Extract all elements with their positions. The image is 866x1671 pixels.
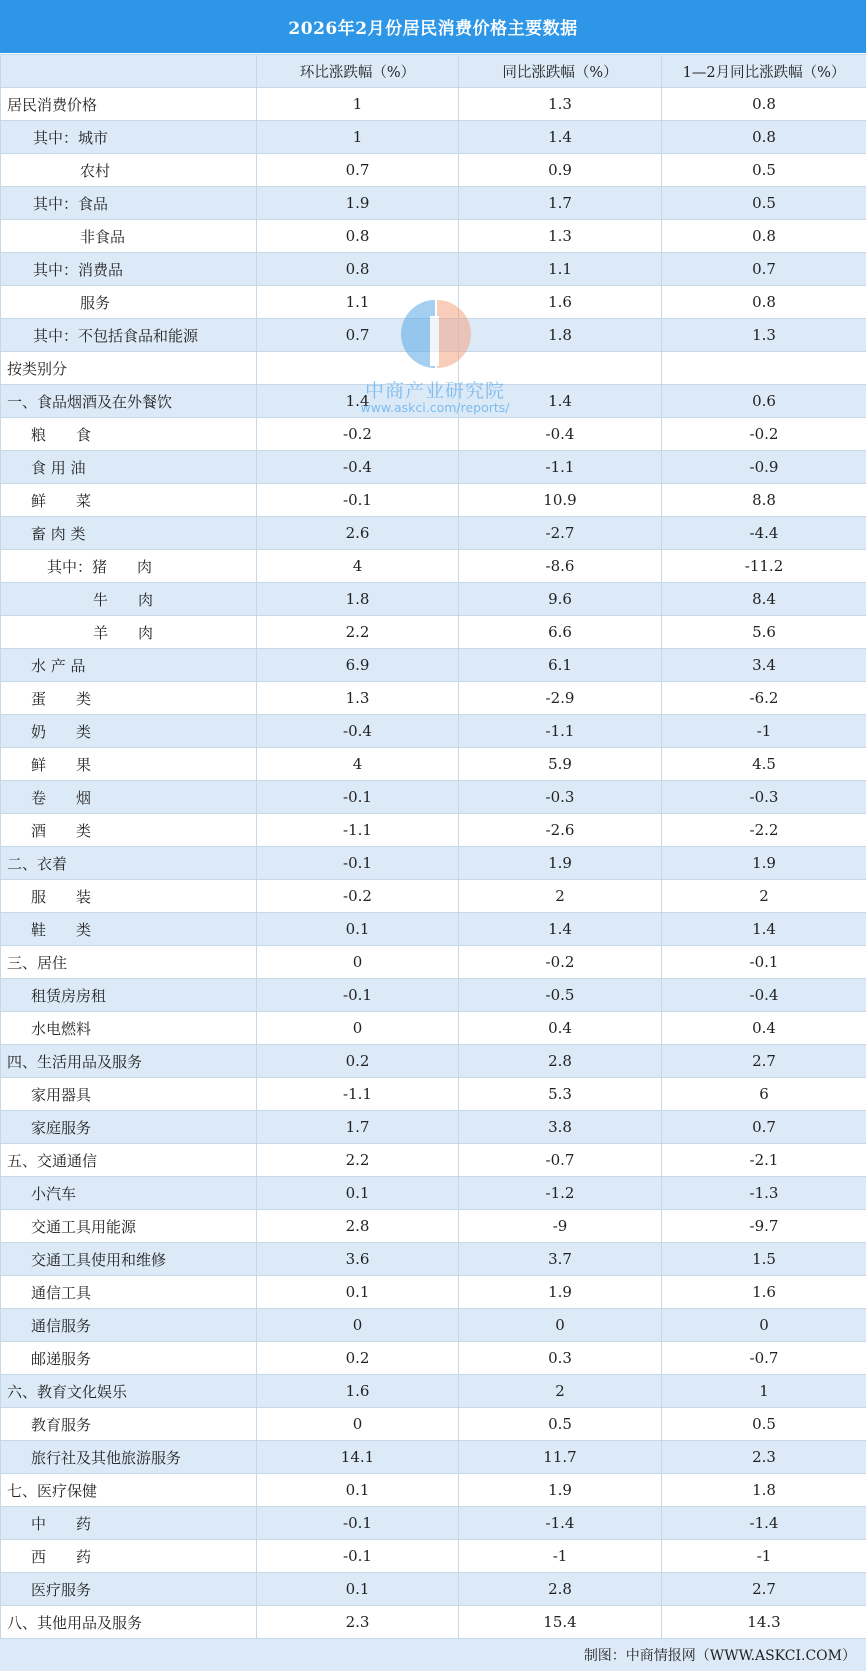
row-label: 其中：消费品 — [1, 253, 257, 286]
table-row — [1, 1243, 866, 1276]
table-row — [1, 715, 866, 748]
yoy-value: 0.3 — [459, 1342, 662, 1375]
mom-value: 0 — [257, 1408, 459, 1441]
mom-value: -0.4 — [257, 451, 459, 484]
row-label: 其中：不包括食品和能源 — [1, 319, 257, 352]
mom-value: -0.4 — [257, 715, 459, 748]
mom-value: 0.8 — [257, 220, 459, 253]
yoy-value: 1.8 — [459, 319, 662, 352]
yoy-value: -0.5 — [459, 979, 662, 1012]
mom-value: 3.6 — [257, 1243, 459, 1276]
table-row — [1, 385, 866, 418]
yoy-value: -0.4 — [459, 418, 662, 451]
row-label: 家庭服务 — [1, 1111, 257, 1144]
row-label: 粮 食 — [1, 418, 257, 451]
ytd-value — [662, 352, 866, 385]
row-label: 食 用 油 — [1, 451, 257, 484]
mom-value: 0.2 — [257, 1045, 459, 1078]
table-row — [1, 418, 866, 451]
ytd-value: 0.5 — [662, 1408, 866, 1441]
yoy-value: 1.7 — [459, 187, 662, 220]
row-label: 教育服务 — [1, 1408, 257, 1441]
table-row — [1, 1012, 866, 1045]
table-row — [1, 187, 866, 220]
table-row — [1, 946, 866, 979]
ytd-value: 0.5 — [662, 154, 866, 187]
ytd-value: 0.8 — [662, 220, 866, 253]
ytd-value: 0.7 — [662, 253, 866, 286]
header-cell-label — [1, 55, 257, 88]
ytd-value: 4.5 — [662, 748, 866, 781]
watermark-url: www.askci.com/reports/ — [360, 400, 510, 415]
mom-value: 0.1 — [257, 1573, 459, 1606]
row-label: 旅行社及其他旅游服务 — [1, 1441, 257, 1474]
ytd-value: 2.3 — [662, 1441, 866, 1474]
row-label: 交通工具用能源 — [1, 1210, 257, 1243]
yoy-value: -0.2 — [459, 946, 662, 979]
table-row — [1, 1606, 866, 1639]
ytd-value: 2 — [662, 880, 866, 913]
row-label: 小汽车 — [1, 1177, 257, 1210]
yoy-value — [459, 352, 662, 385]
ytd-value: 0.8 — [662, 286, 866, 319]
ytd-value: 1 — [662, 1375, 866, 1408]
ytd-value: 8.4 — [662, 583, 866, 616]
header-cell-mom: 环比涨跌幅（%） — [257, 55, 459, 88]
table-row — [1, 913, 866, 946]
row-label: 通信工具 — [1, 1276, 257, 1309]
yoy-value: 9.6 — [459, 583, 662, 616]
ytd-value: 1.4 — [662, 913, 866, 946]
yoy-value: -2.9 — [459, 682, 662, 715]
row-label: 七、医疗保健 — [1, 1474, 257, 1507]
ytd-value: -11.2 — [662, 550, 866, 583]
yoy-value: 6.6 — [459, 616, 662, 649]
table-row — [1, 1375, 866, 1408]
mom-value: 1.8 — [257, 583, 459, 616]
row-label: 农村 — [1, 154, 257, 187]
ytd-value: 5.6 — [662, 616, 866, 649]
row-label: 家用器具 — [1, 1078, 257, 1111]
table-row — [1, 1309, 866, 1342]
mom-value: 1 — [257, 88, 459, 121]
row-label: 邮递服务 — [1, 1342, 257, 1375]
ytd-value: -2.2 — [662, 814, 866, 847]
ytd-value: 1.9 — [662, 847, 866, 880]
section-row — [1, 352, 866, 385]
mom-value: 1.7 — [257, 1111, 459, 1144]
table-row — [1, 1540, 866, 1573]
row-label: 一、食品烟酒及在外餐饮 — [1, 385, 257, 418]
mom-value: -0.1 — [257, 1540, 459, 1573]
row-label: 交通工具使用和维修 — [1, 1243, 257, 1276]
yoy-value: 15.4 — [459, 1606, 662, 1639]
row-label: 奶 类 — [1, 715, 257, 748]
row-label: 六、教育文化娱乐 — [1, 1375, 257, 1408]
yoy-value: 1.9 — [459, 1474, 662, 1507]
yoy-value: 0.4 — [459, 1012, 662, 1045]
table-row — [1, 451, 866, 484]
yoy-value: 1.1 — [459, 253, 662, 286]
row-label: 鲜 果 — [1, 748, 257, 781]
table-row — [1, 1276, 866, 1309]
ytd-value: 2.7 — [662, 1045, 866, 1078]
table-row — [1, 649, 866, 682]
ytd-value: -4.4 — [662, 517, 866, 550]
ytd-value: 1.8 — [662, 1474, 866, 1507]
ytd-value: -0.2 — [662, 418, 866, 451]
table-row — [1, 1111, 866, 1144]
mom-value: -0.1 — [257, 1507, 459, 1540]
yoy-value: 1.6 — [459, 286, 662, 319]
header-cell-ytd: 1—2月同比涨跌幅（%） — [662, 55, 866, 88]
mom-value: 1.6 — [257, 1375, 459, 1408]
row-label: 羊 肉 — [1, 616, 257, 649]
ytd-value: -1.4 — [662, 1507, 866, 1540]
mom-value: 4 — [257, 748, 459, 781]
mom-value: 0.8 — [257, 253, 459, 286]
yoy-value: 0.9 — [459, 154, 662, 187]
yoy-value: -1.4 — [459, 1507, 662, 1540]
yoy-value: -1 — [459, 1540, 662, 1573]
yoy-value: -1.1 — [459, 715, 662, 748]
yoy-value: 2 — [459, 1375, 662, 1408]
row-label: 鞋 类 — [1, 913, 257, 946]
ytd-value: -1.3 — [662, 1177, 866, 1210]
mom-value: 1.3 — [257, 682, 459, 715]
yoy-value: 5.3 — [459, 1078, 662, 1111]
table-row — [1, 847, 866, 880]
footer — [0, 1638, 866, 1671]
row-label: 西 药 — [1, 1540, 257, 1573]
yoy-value: -0.3 — [459, 781, 662, 814]
table-row — [1, 517, 866, 550]
row-label: 水电燃料 — [1, 1012, 257, 1045]
row-label: 三、居住 — [1, 946, 257, 979]
yoy-value: -1.2 — [459, 1177, 662, 1210]
table-row — [1, 682, 866, 715]
mom-value: 2.2 — [257, 1144, 459, 1177]
mom-value: 0.2 — [257, 1342, 459, 1375]
mom-value: -0.1 — [257, 484, 459, 517]
yoy-value: 5.9 — [459, 748, 662, 781]
ytd-value: -6.2 — [662, 682, 866, 715]
yoy-value: 3.7 — [459, 1243, 662, 1276]
table-row — [1, 1441, 866, 1474]
ytd-value: 1.5 — [662, 1243, 866, 1276]
row-label: 五、交通通信 — [1, 1144, 257, 1177]
yoy-value: 2.8 — [459, 1045, 662, 1078]
row-label: 其中：城市 — [1, 121, 257, 154]
yoy-value: 1.9 — [459, 847, 662, 880]
mom-value: 0 — [257, 946, 459, 979]
row-label: 畜 肉 类 — [1, 517, 257, 550]
mom-value: -0.1 — [257, 979, 459, 1012]
row-label: 非食品 — [1, 220, 257, 253]
mom-value: 0.1 — [257, 913, 459, 946]
mom-value: -1.1 — [257, 1078, 459, 1111]
table-row — [1, 814, 866, 847]
ytd-value: -0.4 — [662, 979, 866, 1012]
table-row — [1, 616, 866, 649]
table-row — [1, 1177, 866, 1210]
yoy-value: 1.4 — [459, 121, 662, 154]
yoy-value: -9 — [459, 1210, 662, 1243]
mom-value: -0.1 — [257, 847, 459, 880]
ytd-value: -2.1 — [662, 1144, 866, 1177]
ytd-value: -0.3 — [662, 781, 866, 814]
yoy-value: 1.3 — [459, 220, 662, 253]
table-row — [1, 748, 866, 781]
mom-value: -0.2 — [257, 418, 459, 451]
ytd-value: 1.6 — [662, 1276, 866, 1309]
ytd-value: 0.4 — [662, 1012, 866, 1045]
ytd-value: 14.3 — [662, 1606, 866, 1639]
yoy-value: 2 — [459, 880, 662, 913]
cpi-table — [0, 54, 866, 1639]
yoy-value: 6.1 — [459, 649, 662, 682]
mom-value: 1.9 — [257, 187, 459, 220]
header-cell-yoy: 同比涨跌幅（%） — [459, 55, 662, 88]
yoy-value: 10.9 — [459, 484, 662, 517]
mom-value: 4 — [257, 550, 459, 583]
ytd-value: 6 — [662, 1078, 866, 1111]
mom-value: 1 — [257, 121, 459, 154]
mom-value — [257, 352, 459, 385]
row-label: 卷 烟 — [1, 781, 257, 814]
watermark-name: 中商产业研究院 — [364, 380, 505, 402]
table-row — [1, 286, 866, 319]
ytd-value: 0.8 — [662, 88, 866, 121]
row-label: 医疗服务 — [1, 1573, 257, 1606]
table-row — [1, 220, 866, 253]
table-row — [1, 583, 866, 616]
ytd-value: -0.9 — [662, 451, 866, 484]
mom-value: 0.1 — [257, 1177, 459, 1210]
mom-value: 0 — [257, 1012, 459, 1045]
ytd-value: -0.1 — [662, 946, 866, 979]
ytd-value: 8.8 — [662, 484, 866, 517]
mom-value: 0.7 — [257, 154, 459, 187]
ytd-value: 0 — [662, 1309, 866, 1342]
yoy-value: 1.4 — [459, 913, 662, 946]
row-label: 蛋 类 — [1, 682, 257, 715]
table-row — [1, 979, 866, 1012]
yoy-value: -1.1 — [459, 451, 662, 484]
yoy-value: 1.9 — [459, 1276, 662, 1309]
yoy-value: 3.8 — [459, 1111, 662, 1144]
mom-value: 2.3 — [257, 1606, 459, 1639]
row-label: 其中：猪 肉 — [1, 550, 257, 583]
row-label: 酒 类 — [1, 814, 257, 847]
row-label: 牛 肉 — [1, 583, 257, 616]
table-row — [1, 121, 866, 154]
table-row — [1, 1474, 866, 1507]
table-row — [1, 1144, 866, 1177]
row-label: 服 装 — [1, 880, 257, 913]
table-row — [1, 1078, 866, 1111]
table-row — [1, 1573, 866, 1606]
yoy-value: 0.5 — [459, 1408, 662, 1441]
mom-value: 2.8 — [257, 1210, 459, 1243]
table-row — [1, 1045, 866, 1078]
mom-value: 0.1 — [257, 1276, 459, 1309]
ytd-value: 0.6 — [662, 385, 866, 418]
table-row — [1, 319, 866, 352]
table-row — [1, 781, 866, 814]
mom-value: 0 — [257, 1309, 459, 1342]
yoy-value: -2.6 — [459, 814, 662, 847]
mom-value: 0.1 — [257, 1474, 459, 1507]
ytd-value: 0.8 — [662, 121, 866, 154]
mom-value: 2.6 — [257, 517, 459, 550]
ytd-value: 3.4 — [662, 649, 866, 682]
table-row — [1, 1210, 866, 1243]
ytd-value: 0.7 — [662, 1111, 866, 1144]
row-label: 水 产 品 — [1, 649, 257, 682]
yoy-value: -0.7 — [459, 1144, 662, 1177]
table-row — [1, 88, 866, 121]
table-title: 2026年2月份居民消费价格主要数据 — [0, 0, 866, 53]
table-row — [1, 484, 866, 517]
ytd-value: 0.5 — [662, 187, 866, 220]
row-label: 中 药 — [1, 1507, 257, 1540]
row-label: 八、其他用品及服务 — [1, 1606, 257, 1639]
footer-credit: 制图：中商情报网（WWW.ASKCI.COM） — [583, 1648, 856, 1664]
ytd-value: -0.7 — [662, 1342, 866, 1375]
mom-value: -1.1 — [257, 814, 459, 847]
yoy-value: -8.6 — [459, 550, 662, 583]
ytd-value: 2.7 — [662, 1573, 866, 1606]
mom-value: 0.7 — [257, 319, 459, 352]
table-body — [1, 55, 866, 1639]
row-label: 居民消费价格 — [1, 88, 257, 121]
mom-value: 14.1 — [257, 1441, 459, 1474]
row-label: 鲜 菜 — [1, 484, 257, 517]
table-row — [1, 550, 866, 583]
ytd-value: -1 — [662, 715, 866, 748]
table-row — [1, 253, 866, 286]
table-row — [1, 1342, 866, 1375]
mom-value: 1.4 — [257, 385, 459, 418]
table-row — [1, 1507, 866, 1540]
ytd-value: 1.3 — [662, 319, 866, 352]
row-label: 其中：食品 — [1, 187, 257, 220]
table-row — [1, 1408, 866, 1441]
ytd-value: -1 — [662, 1540, 866, 1573]
row-label: 四、生活用品及服务 — [1, 1045, 257, 1078]
row-label: 二、衣着 — [1, 847, 257, 880]
yoy-value: 0 — [459, 1309, 662, 1342]
table-row — [1, 154, 866, 187]
table-row — [1, 880, 866, 913]
ytd-value: -9.7 — [662, 1210, 866, 1243]
yoy-value: 1.4 — [459, 385, 662, 418]
row-label: 按类别分 — [1, 352, 257, 385]
yoy-value: 1.3 — [459, 88, 662, 121]
mom-value: 6.9 — [257, 649, 459, 682]
mom-value: -0.1 — [257, 781, 459, 814]
mom-value: 2.2 — [257, 616, 459, 649]
yoy-value: 2.8 — [459, 1573, 662, 1606]
mom-value: 1.1 — [257, 286, 459, 319]
row-label: 服务 — [1, 286, 257, 319]
row-label: 租赁房房租 — [1, 979, 257, 1012]
header-row — [1, 55, 866, 88]
row-label: 通信服务 — [1, 1309, 257, 1342]
yoy-value: -2.7 — [459, 517, 662, 550]
yoy-value: 11.7 — [459, 1441, 662, 1474]
mom-value: -0.2 — [257, 880, 459, 913]
